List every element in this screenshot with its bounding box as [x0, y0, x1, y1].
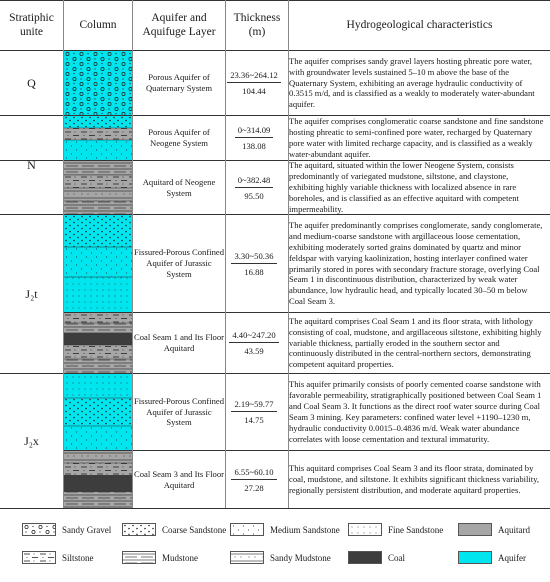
- thickness-cell-4: [225, 215, 283, 312]
- thickness-cell-3: [225, 161, 283, 214]
- unit-q: Q: [27, 75, 36, 90]
- description-1: The aquifer comprises sandy gravel layers hosting phreatic pore water, with groundwater levels sustained 5–10 m above the base of the Quaternary System, exhibiting an average hydraulic conductivity of 0.3515 m/d, and is classified as a weakly to moderately water-abundant aquifer.: [289, 55, 535, 110]
- layer-name-2: Porous Aquifer of Neogene System: [148, 127, 210, 148]
- thickness-avg-5: 43.59: [244, 346, 264, 356]
- thickness-cell-6: [225, 374, 283, 450]
- thickness-avg-4: 16.88: [244, 266, 264, 277]
- legend-item-aquitard: [458, 523, 530, 536]
- thickness-cell-5: [225, 313, 283, 373]
- column-neogene-aquitard: [64, 161, 132, 214]
- header-column: Column: [79, 18, 117, 31]
- description-6: This aquifer primarily consists of poorly cemented coarse sandstone with favorable permeability, stratigraphically positioned between Coal Seam 1 and Coal Seam 3. It functions as the direct roof water source during Coal Seam 3 mining. Key parameters: confined water level +1190–1230 m, hydraulic conductivity 0.0015–0.4836 m/d. Weak water abundance correlates with loose cementation and textural immaturity.: [289, 379, 542, 444]
- thickness-range-4: 3.30~50.36: [231, 251, 276, 264]
- thickness-range-7: 6.55~60.10: [231, 467, 276, 480]
- coarse-sandstone-swatch-icon: [122, 523, 156, 536]
- legend-item-fine-sandstone: [348, 523, 443, 536]
- legend-item-medium-sandstone: [230, 523, 340, 536]
- column-jurassic-aquifer-lower: [64, 374, 132, 450]
- thickness-avg-3: 95.50: [244, 190, 264, 201]
- thickness-range-1: 23.36~264.12: [227, 70, 281, 83]
- thickness-avg-1: 104.44: [242, 86, 266, 96]
- thickness-avg-7: 27.28: [244, 482, 264, 493]
- coal-swatch-icon: [348, 551, 382, 564]
- legend-item-sandy-gravel: [22, 523, 111, 536]
- sandy-gravel-swatch-icon: [22, 523, 56, 536]
- column-coal-seam-1: [64, 313, 132, 373]
- thickness-cell-2: [225, 116, 283, 160]
- fine-sandstone-swatch-icon: [348, 523, 382, 536]
- rule-top: [0, 0, 550, 1]
- column-coal-seam-3: [64, 451, 132, 508]
- legend-item-mudstone: [122, 551, 198, 564]
- description-2: The aquifer comprises conglomeratic coarse sandstone and fine sandstone hosting phreatic to semi-confined pore water, recharged by Quaternary pore water with limited recharge capacity, and is classified as a weakly water-abundant aquifer.: [289, 116, 544, 159]
- column-neogene-aquifer: [64, 116, 132, 160]
- medium-sandstone-swatch-icon: [230, 523, 264, 536]
- thickness-cell-1: [225, 51, 283, 115]
- header-characteristics: Hydrogeological characteristics: [346, 18, 493, 31]
- column-jurassic-aquifer-upper: [64, 215, 132, 312]
- legend-item-sandy-mudstone: [230, 551, 331, 564]
- header-unit: Stratiphic unite: [9, 11, 54, 38]
- layer-name-5: Coal Seam 1 and Its Floor Aquitard: [134, 332, 224, 353]
- description-5: The aquitard comprises Coal Seam 1 and its floor strata, with lithology consisting of coal, mudstone, and argillaceous siltstone, exhibiting highly variable thickness, partially eroded in the southern sector and continuously distributed in the central-northern sectors, demonstrating competent aquitard properties.: [289, 315, 542, 370]
- legend-label: Medium Sandstone: [270, 524, 340, 535]
- legend-item-siltstone: [22, 551, 94, 564]
- layer-name-4: Fissured-Porous Confined Aquifer of Jurassic System: [134, 247, 224, 279]
- unit-j2t: J₂t: [25, 286, 38, 301]
- legend-label: Aquifer: [498, 552, 526, 563]
- mudstone-swatch-icon: [122, 551, 156, 564]
- aquifer-swatch-icon: [458, 551, 492, 564]
- header-layer: Aquifer and Aquifuge Layer: [142, 11, 216, 38]
- description-3: The aquitard, situated within the lower Neogene System, consists predominantly of variegated mudstone, siltstone, and claystone, exhibiting highly variable thickness with localized absence in rare boreholes, and is classified as an effective aquitard with competent impermeability.: [289, 160, 519, 214]
- description-4: The aquifer predominantly comprises conglomerate, sandy conglomerate, and medium-coarse sandstone with argillaceous loose cementation, exhibiting moderately sorted grains dominated by quartz and minor feldspar with varying kaolinization, hosting interlayer confined water primarily stored in pores with secondary fracture storage, overlying Coal Seam 1 in discontinuous distribution, characterized by weak water abundance, low hydraulic head, and typically located 30–50 m below Coal Seam 3.: [289, 219, 543, 307]
- unit-j2x: J₂x: [24, 433, 39, 448]
- thickness-avg-2: 138.08: [242, 141, 266, 151]
- thickness-range-2: 0~314.09: [235, 125, 274, 138]
- layer-name-3: Aquitard of Neogene System: [142, 176, 216, 198]
- legend-label: Mudstone: [162, 552, 198, 563]
- legend-label: Sandy Gravel: [62, 524, 112, 535]
- legend-item-coarse-sandstone: [122, 523, 226, 536]
- sandy-mudstone-swatch-icon: [230, 551, 264, 564]
- layer-name-7: Coal Seam 3 and Its Floor Aquitard: [134, 468, 224, 490]
- thickness-cell-7: [225, 451, 283, 508]
- legend-label: Sandy Mudstone: [270, 552, 331, 563]
- legend-label: Coarse Sandstone: [162, 524, 227, 535]
- layer-name-6: Fissured-Porous Confined Aquifer of Jurassic System: [134, 395, 224, 428]
- legend-item-coal: [348, 551, 405, 564]
- unit-n: N: [27, 157, 36, 172]
- thickness-avg-6: 14.75: [244, 415, 264, 425]
- legend-label: Aquitard: [498, 524, 530, 535]
- aquitard-swatch-icon: [458, 523, 492, 536]
- thickness-range-5: 4.40~247.20: [229, 330, 278, 343]
- legend-label: Siltstone: [62, 552, 94, 563]
- legend-label: Fine Sandstone: [388, 524, 444, 535]
- layer-name-1: Porous Aquifer of Quaternary System: [145, 72, 213, 93]
- siltstone-swatch-icon: [22, 551, 56, 564]
- legend: [0, 508, 550, 582]
- legend-item-aquifer: [458, 551, 526, 564]
- thickness-range-3: 0~382.48: [235, 175, 274, 188]
- description-7: This aquitard comprises Coal Seam 3 and its floor strata, dominated by coal, mudstone, and siltstone. It exhibits significant thickness variability, regionally persistent distribution, and moderate aquitard properties.: [289, 463, 540, 495]
- legend-label: Coal: [388, 552, 405, 563]
- header-thickness: Thickness (m): [233, 11, 281, 38]
- column-quaternary: [64, 51, 132, 115]
- thickness-range-6: 2.19~59.77: [231, 399, 276, 412]
